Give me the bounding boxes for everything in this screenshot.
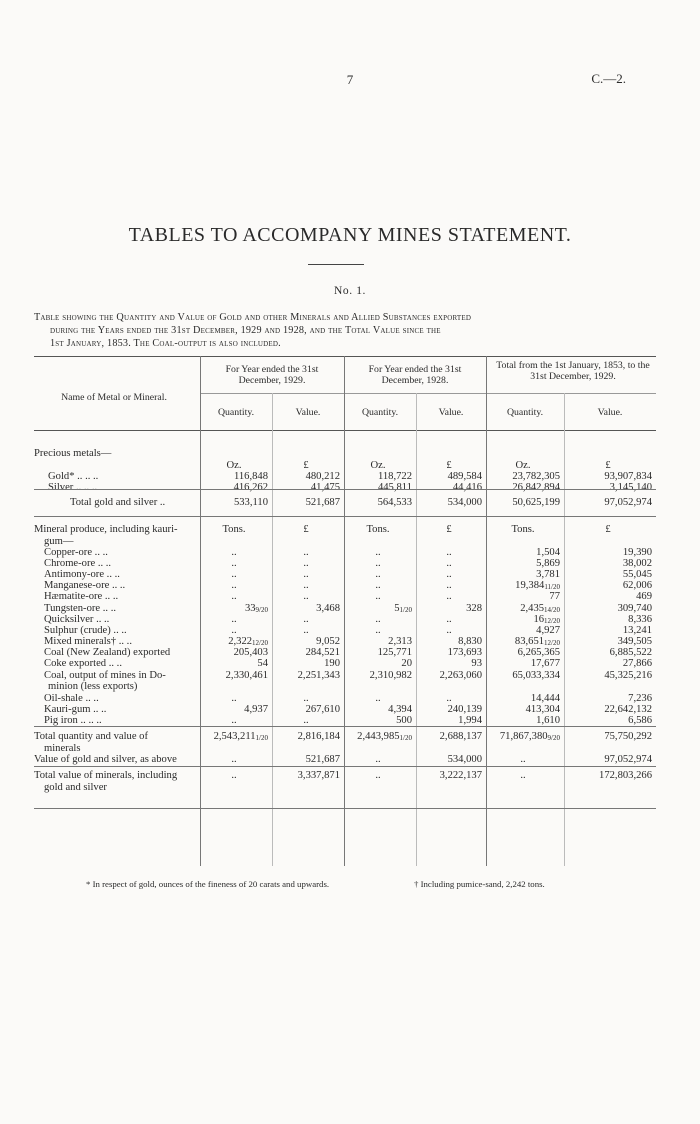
header-quantity-1928: Quantity. [361, 407, 399, 418]
table-cell: Oz. [370, 460, 386, 471]
table-cell: .. [446, 580, 452, 591]
table-cell: 190 [324, 658, 340, 669]
table-cell: .. [303, 625, 309, 636]
table-cell: .. [303, 569, 309, 580]
table-number: No. 1. [333, 285, 367, 297]
table-cell: 2,688,137 [439, 731, 482, 742]
row-label: Total value of minerals, including [34, 770, 178, 781]
table-cell: 1612/20 [533, 614, 560, 625]
header-total-since-1853: Total from the 1st January, 1853, to the 31st December, 1929. [496, 360, 650, 382]
table-cell: .. [446, 547, 452, 558]
table-cell: 116,848 [233, 471, 268, 482]
table-cell: .. [231, 693, 237, 704]
caption-line-2: during the Years ended the 31st December, 1929 and 1928, and the Total Value since the [50, 325, 441, 336]
table-cell: 534,000 [447, 754, 482, 765]
table-cell: 4,937 [244, 704, 268, 715]
table-cell: 19,38411/20 [515, 580, 560, 591]
footnote-mixed-minerals: † Including pumice-sand, 2,242 tons. [414, 879, 545, 889]
table-cell: 284,521 [305, 647, 340, 658]
table-cell: .. [375, 754, 381, 765]
table-cell: 54 [257, 658, 268, 669]
row-label: Copper-ore .. .. [44, 547, 108, 558]
row-label: Coke exported .. .. [44, 658, 122, 669]
table-cell: 45,325,216 [604, 670, 652, 681]
table-cell: 3,781 [536, 569, 560, 580]
table-cell: .. [375, 770, 381, 781]
table-cell: 6,885,522 [609, 647, 652, 658]
row-label: minerals [44, 743, 81, 754]
table-cell: 564,533 [377, 497, 412, 508]
header-quantity-1929: Quantity. [217, 407, 255, 418]
table-cell: 41,475 [310, 482, 340, 493]
table-cell: .. [231, 770, 237, 781]
table-cell: 534,000 [447, 497, 482, 508]
table-cell: .. [446, 591, 452, 602]
table-caption [34, 311, 656, 350]
table-cell: .. [231, 715, 237, 726]
table-cell: 240,139 [447, 704, 482, 715]
table-cell: 8,830 [458, 636, 482, 647]
table-cell: 93,907,834 [604, 471, 652, 482]
table-cell: .. [231, 558, 237, 569]
caption-line-1: Table showing the Quantity and Value of Gold and other Minerals and Allied Substances exported [34, 312, 472, 323]
table-cell: Oz. [515, 460, 531, 471]
fraction: 12/20 [252, 639, 268, 647]
table-cell: .. [375, 693, 381, 704]
document-reference: C.—2. [591, 71, 626, 86]
row-label: Coal, output of mines in Do- [44, 670, 166, 681]
table-cell: 62,006 [622, 580, 652, 591]
table-cell: 6,265,365 [517, 647, 560, 658]
table-cell: .. [375, 569, 381, 580]
fraction: 12/20 [544, 617, 560, 625]
row-label: Gold* .. .. .. [48, 471, 99, 482]
table-cell: 65,033,334 [512, 670, 560, 681]
table-cell: 9,052 [316, 636, 340, 647]
section-rule [34, 766, 656, 767]
table-cell: .. [303, 547, 309, 558]
row-label: Hæmatite-ore .. .. [44, 591, 119, 602]
table-cell: 339/20 [244, 603, 268, 614]
row-label: Oil-shale .. .. [44, 693, 99, 704]
table-cell: 97,052,974 [604, 497, 652, 508]
table-cell: 125,771 [377, 647, 412, 658]
footnote-gold: * In respect of gold, ounces of the fineness of 20 carats and upwards. [86, 879, 330, 889]
table-cell: .. [375, 547, 381, 558]
table-cell: 118,722 [377, 471, 412, 482]
row-label: gum— [44, 536, 74, 547]
table-cell: Tons. [366, 524, 390, 535]
table-cell: 26,842,894 [512, 482, 560, 493]
table-cell: .. [446, 614, 452, 625]
fraction: 9/20 [255, 606, 268, 614]
fraction: 12/20 [544, 639, 560, 647]
table-cell: .. [446, 558, 452, 569]
table-cell: .. [446, 693, 452, 704]
section-rule [34, 489, 656, 490]
table-cell: 38,002 [622, 558, 652, 569]
table-cell: 413,304 [525, 704, 560, 715]
group-rule [200, 393, 656, 394]
table-cell: 75,750,292 [604, 731, 652, 742]
table-cell: 27,866 [622, 658, 652, 669]
page-number: 7 [346, 72, 354, 87]
table-cell: 521,687 [305, 497, 340, 508]
row-label: Antimony-ore .. .. [44, 569, 120, 580]
table-cell: 1,994 [458, 715, 482, 726]
table-cell: 44,416 [452, 482, 482, 493]
table-cell: .. [446, 625, 452, 636]
table-cell: 1,504 [536, 547, 560, 558]
table-cell: 2,330,461 [225, 670, 268, 681]
row-label: Total gold and silver .. [70, 497, 166, 508]
table-cell: 50,625,199 [512, 497, 560, 508]
header-year-1928: For Year ended the 31st December, 1928. [368, 364, 462, 386]
table-cell: 445,811 [377, 482, 412, 493]
table-cell: 328 [466, 603, 482, 614]
table-cell: .. [520, 754, 526, 765]
table-cell: 2,32212/20 [228, 636, 268, 647]
table-cell: 267,610 [305, 704, 340, 715]
table-cell: 521,687 [305, 754, 340, 765]
table-cell: 2,313 [388, 636, 412, 647]
table-cell: 173,693 [447, 647, 482, 658]
table-cell: .. [231, 625, 237, 636]
row-label: Precious metals— [34, 448, 112, 459]
table-cell: 13,241 [622, 625, 652, 636]
table-cell: 3,145,140 [609, 482, 652, 493]
table-cell: £ [605, 460, 611, 471]
table-cell: 480,212 [305, 471, 340, 482]
table-cell: 97,052,974 [604, 754, 652, 765]
row-label: Silver .. .. .. [48, 482, 98, 493]
row-label: Pig iron .. .. .. [44, 715, 102, 726]
table-cell: 3,337,871 [297, 770, 340, 781]
table-cell: 2,251,343 [297, 670, 340, 681]
table-cell: .. [375, 614, 381, 625]
header-value-total: Value. [597, 407, 623, 418]
row-label: gold and silver [44, 782, 107, 793]
main-title: TABLES TO ACCOMPANY MINES STATEMENT. [128, 224, 572, 246]
table-cell: £ [446, 524, 452, 535]
table-cell: 2,43514/20 [520, 603, 560, 614]
table-cell: £ [605, 524, 611, 535]
table-cell: 77 [549, 591, 560, 602]
row-label: Kauri-gum .. .. [44, 704, 107, 715]
table-cell: 416,262 [233, 482, 268, 493]
table-cell: 1,610 [536, 715, 560, 726]
table-cell: .. [375, 558, 381, 569]
table-cell: .. [375, 580, 381, 591]
table-cell: .. [231, 754, 237, 765]
header-value-1928: Value. [438, 407, 464, 418]
table-cell: 71,867,3809/20 [499, 731, 560, 742]
table-cell: 4,394 [388, 704, 412, 715]
table-cell: 489,584 [447, 471, 482, 482]
table-cell: 533,110 [233, 497, 268, 508]
table-cell: 2,816,184 [297, 731, 340, 742]
table-cell: .. [231, 547, 237, 558]
row-label: Sulphur (crude) .. .. [44, 625, 127, 636]
table-cell: Tons. [222, 524, 246, 535]
table-cell: .. [303, 693, 309, 704]
table-cell: 309,740 [617, 603, 652, 614]
table-cell: .. [446, 569, 452, 580]
header-name-of-metal: Name of Metal or Mineral. [61, 392, 167, 403]
table-cell: 3,222,137 [439, 770, 482, 781]
fraction: 1/20 [255, 734, 268, 742]
title-divider [308, 264, 364, 265]
table-cell: 19,390 [622, 547, 652, 558]
header-year-1929: For Year ended the 31st December, 1929. [225, 364, 319, 386]
table-cell: 55,045 [622, 569, 652, 580]
section-rule [34, 808, 656, 809]
table-cell: .. [303, 558, 309, 569]
table-cell: 51/20 [394, 603, 412, 614]
table-cell: 8,336 [628, 614, 652, 625]
section-rule [34, 516, 656, 517]
header-value-1929: Value. [295, 407, 321, 418]
table-cell: 205,403 [233, 647, 268, 658]
table-cell: .. [303, 580, 309, 591]
row-label: Mineral produce, including kauri- [34, 524, 178, 535]
fraction: 1/20 [399, 606, 412, 614]
fraction: 1/20 [399, 734, 412, 742]
table-cell: 2,443,9851/20 [357, 731, 412, 742]
table-cell: 172,803,266 [599, 770, 652, 781]
header-bottom-rule [34, 430, 656, 431]
row-label: minion (less exports) [48, 681, 138, 692]
table-cell: 6,586 [628, 715, 652, 726]
table-cell: £ [446, 460, 452, 471]
table-cell: .. [375, 591, 381, 602]
table-cell: 93 [471, 658, 482, 669]
row-label: Chrome-ore .. .. [44, 558, 112, 569]
row-label: Total quantity and value of [34, 731, 148, 742]
table-cell: 349,505 [617, 636, 652, 647]
row-label: Tungsten-ore .. .. [44, 603, 116, 614]
table-cell: Tons. [511, 524, 535, 535]
table-cell: .. [303, 591, 309, 602]
table-top-rule [34, 356, 656, 357]
table-cell: 22,642,132 [604, 704, 652, 715]
table-cell: .. [231, 614, 237, 625]
table-cell: .. [303, 715, 309, 726]
table-cell: 5,869 [536, 558, 560, 569]
row-label: Manganese-ore .. .. [44, 580, 126, 591]
table-cell: 500 [396, 715, 412, 726]
table-cell: 2,543,2111/20 [213, 731, 268, 742]
row-label: Quicksilver .. .. [44, 614, 110, 625]
table-cell: .. [231, 569, 237, 580]
row-label: Coal (New Zealand) exported [44, 647, 171, 658]
table-cell: 17,677 [530, 658, 560, 669]
table-cell: .. [231, 580, 237, 591]
table-cell: £ [303, 524, 309, 535]
row-label: Mixed minerals† .. .. [44, 636, 132, 647]
table-cell: .. [520, 770, 526, 781]
section-rule [34, 726, 656, 727]
table-cell: .. [231, 591, 237, 602]
table-cell: 3,468 [316, 603, 340, 614]
table-cell: 20 [401, 658, 412, 669]
table-cell: .. [303, 614, 309, 625]
table-cell: 2,310,982 [369, 670, 412, 681]
table-cell: 83,65112/20 [514, 636, 560, 647]
table-cell: 469 [636, 591, 652, 602]
table-cell: £ [303, 460, 309, 471]
table-cell: Oz. [226, 460, 242, 471]
fraction: 11/20 [544, 583, 560, 591]
fraction: 9/20 [547, 734, 560, 742]
table-cell: 7,236 [628, 693, 652, 704]
table-cell: 23,782,305 [512, 471, 560, 482]
table-cell: 14,444 [530, 693, 560, 704]
table-cell: .. [375, 625, 381, 636]
table-cell: 2,263,060 [439, 670, 482, 681]
row-label: Value of gold and silver, as above [34, 754, 177, 765]
caption-line-3: 1st January, 1853. The Coal-output is also included. [50, 338, 281, 349]
fraction: 14/20 [544, 606, 560, 614]
table-cell: 4,927 [536, 625, 560, 636]
header-quantity-total: Quantity. [506, 407, 544, 418]
